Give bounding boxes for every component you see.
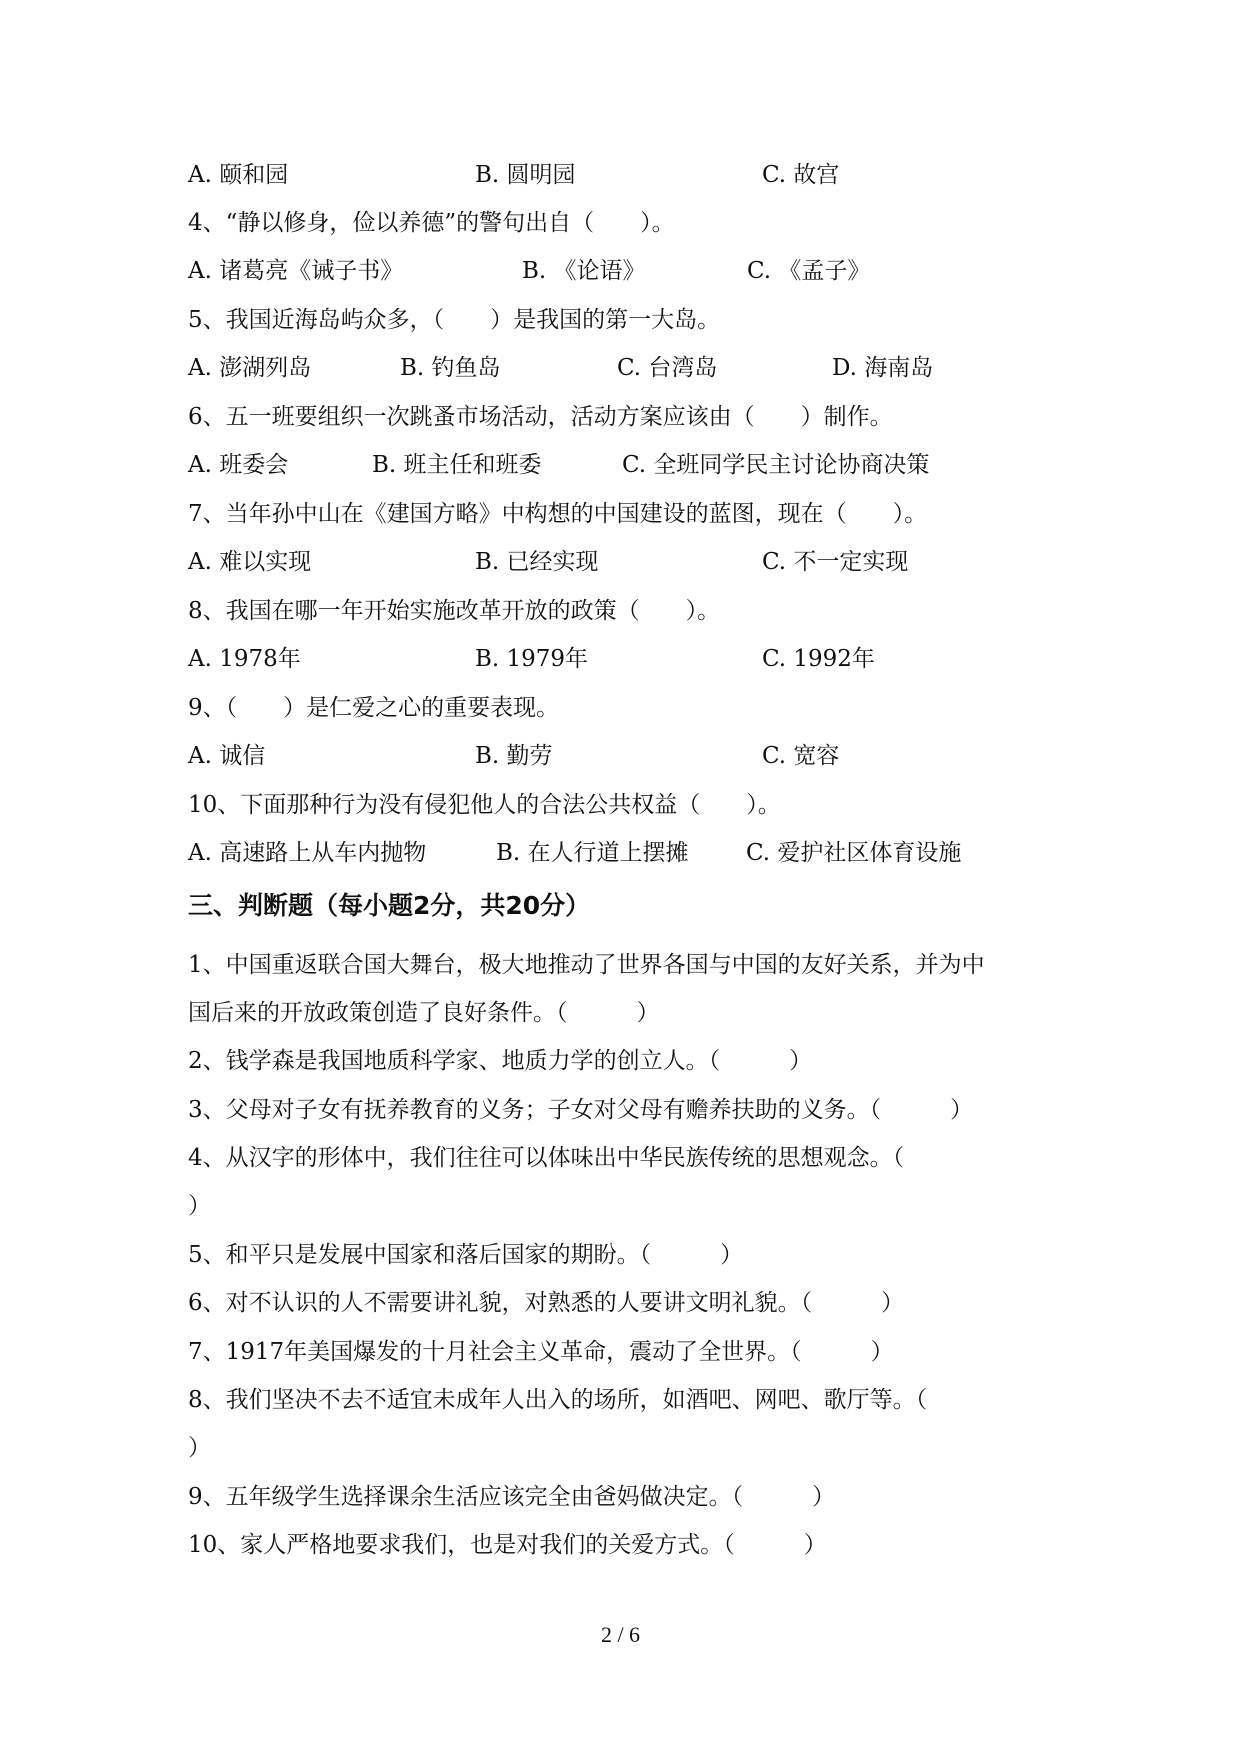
q7-stem: 7、当年孙中山在《建国方略》中构想的中国建设的蓝图，现在（ ）。: [188, 501, 928, 527]
tf-line: 8、我们坚决不去不适宜未成年人出入的场所，如酒吧、网吧、歌厅等。（: [188, 1387, 928, 1413]
q5-option-a: A. 澎湖列岛: [188, 355, 312, 381]
q3-option-a: A. 颐和园: [188, 162, 289, 188]
tf-line: 3、父母对子女有抚养教育的义务；子女对父母有赡养扶助的义务。（ ）: [188, 1097, 974, 1123]
q3-option-c: C. 故宫: [762, 162, 840, 188]
q10-option-b: B. 在人行道上摆摊: [496, 840, 689, 866]
page-number: 2 / 6: [600, 1622, 641, 1647]
q7-option-c: C. 不一定实现: [762, 549, 909, 575]
q9-option-a: A. 诚信: [188, 743, 266, 769]
tf-line: 6、对不认识的人不需要讲礼貌，对熟悉的人要讲文明礼貌。（ ）: [188, 1290, 905, 1316]
q6-stem: 6、五一班要组织一次跳蚤市场活动，活动方案应该由（ ）制作。: [188, 404, 893, 430]
q4-option-c: C. 《孟子》: [747, 258, 871, 284]
q9-option-c: C. 宽容: [762, 743, 840, 769]
q9-option-b: B. 勤劳: [475, 743, 553, 769]
tf-line: 10、家人严格地要求我们，也是对我们的关爱方式。（ ）: [188, 1532, 827, 1558]
q8-option-c: C. 1992年: [762, 646, 875, 672]
tf-line: 5、和平只是发展中国家和落后国家的期盼。（ ）: [188, 1242, 744, 1268]
q7-option-a: A. 难以实现: [188, 549, 312, 575]
q6-option-b: B. 班主任和班委: [372, 452, 542, 478]
tf-line: 9、五年级学生选择课余生活应该完全由爸妈做决定。（ ）: [188, 1484, 836, 1510]
q9-stem: 9、（ ）是仁爱之心的重要表现。: [188, 695, 560, 721]
q5-option-d: D. 海南岛: [832, 355, 934, 381]
q5-option-b: B. 钓鱼岛: [400, 355, 501, 381]
q10-option-a: A. 高速路上从车内抛物: [188, 840, 427, 866]
q5-option-c: C. 台湾岛: [617, 355, 718, 381]
q8-option-b: B. 1979年: [475, 646, 589, 672]
tf-line: ）: [188, 1435, 211, 1461]
q6-option-c: C. 全班同学民主讨论协商决策: [622, 452, 930, 478]
tf-line: 7、1917年美国爆发的十月社会主义革命，震动了全世界。（ ）: [188, 1339, 894, 1365]
tf-line: 1、中国重返联合国大舞台，极大地推动了世界各国与中国的友好关系，并为中: [188, 952, 985, 978]
q4-option-b: B. 《论语》: [522, 258, 646, 284]
q5-stem: 5、我国近海岛屿众多，（ ）是我国的第一大岛。: [188, 307, 721, 333]
q3-option-b: B. 圆明园: [475, 162, 576, 188]
q10-option-c: C. 爱护社区体育设施: [746, 840, 962, 866]
q8-stem: 8、我国在哪一年开始实施改革开放的政策（ ）。: [188, 598, 721, 624]
q4-option-a: A. 诸葛亮《诫子书》: [188, 258, 404, 284]
q4-stem: 4、“静以修身，俭以养德”的警句出自（ ）。: [188, 210, 675, 236]
section-3-heading: 三、判断题（每小题2分，共20分）: [188, 891, 591, 920]
q8-option-a: A. 1978年: [188, 646, 301, 672]
tf-line: 4、从汉字的形体中，我们往往可以体味出中华民族传统的思想观念。（: [188, 1145, 905, 1171]
tf-line: ）: [188, 1193, 211, 1219]
q7-option-b: B. 已经实现: [475, 549, 599, 575]
tf-line: 2、钱学森是我国地质科学家、地质力学的创立人。（ ）: [188, 1048, 813, 1074]
tf-line: 国后来的开放政策创造了良好条件。（ ）: [188, 1000, 660, 1026]
q6-option-a: A. 班委会: [188, 452, 289, 478]
q10-stem: 10、下面那种行为没有侵犯他人的合法公共权益（ ）。: [188, 792, 781, 818]
